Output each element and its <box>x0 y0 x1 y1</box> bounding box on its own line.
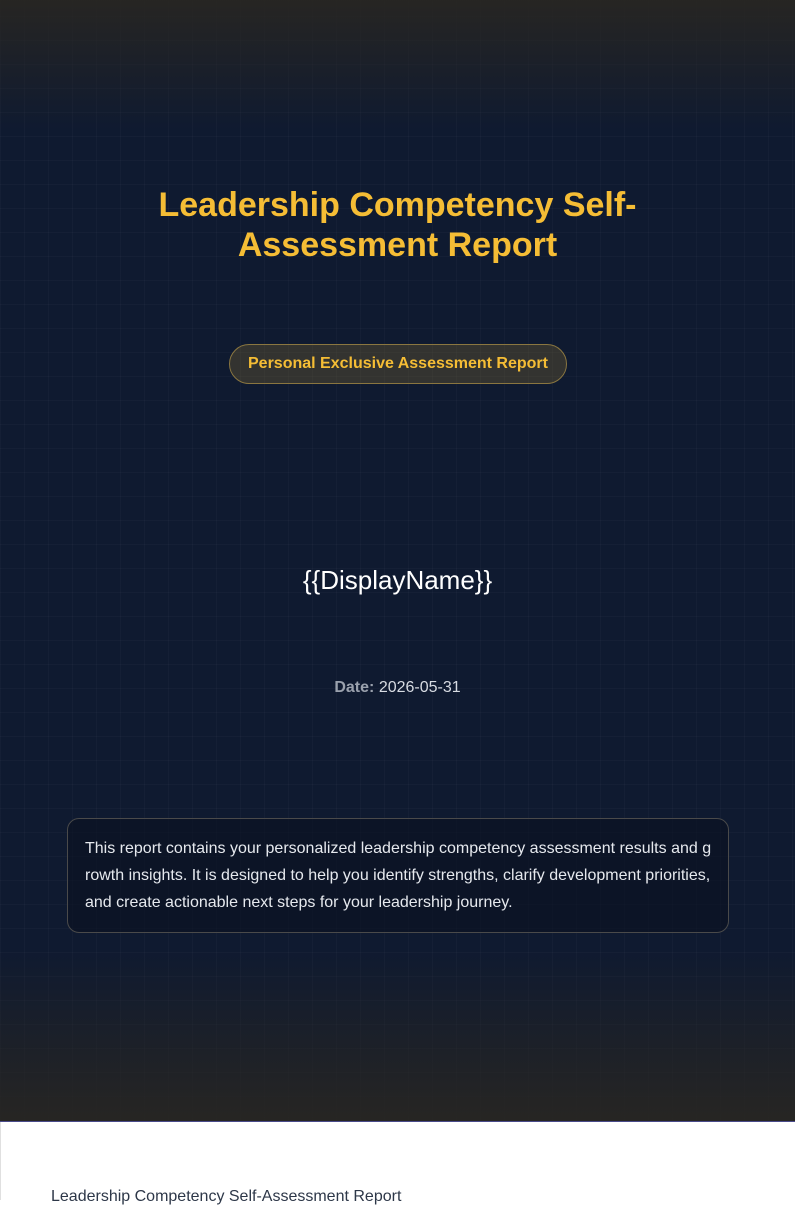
date-value: 2026-05-31 <box>378 679 461 696</box>
date-label: Date: <box>334 679 375 696</box>
report-date <box>0 677 795 699</box>
report-subtitle-badge: Personal Exclusive Assessment Report <box>229 344 567 384</box>
page-header-title: Leadership Competency Self-Assessment Report <box>51 1188 402 1205</box>
intro-text-box: This report contains your personalized leadership competency assessment results and growth insights. It is designed to help you identify strengths, clarify development priorities, and create actionable next steps for your leadership journey. <box>67 818 729 933</box>
display-name: {{DisplayName}} <box>302 565 493 595</box>
report-title: Leadership Competency Self-Assessment Report <box>158 186 637 264</box>
